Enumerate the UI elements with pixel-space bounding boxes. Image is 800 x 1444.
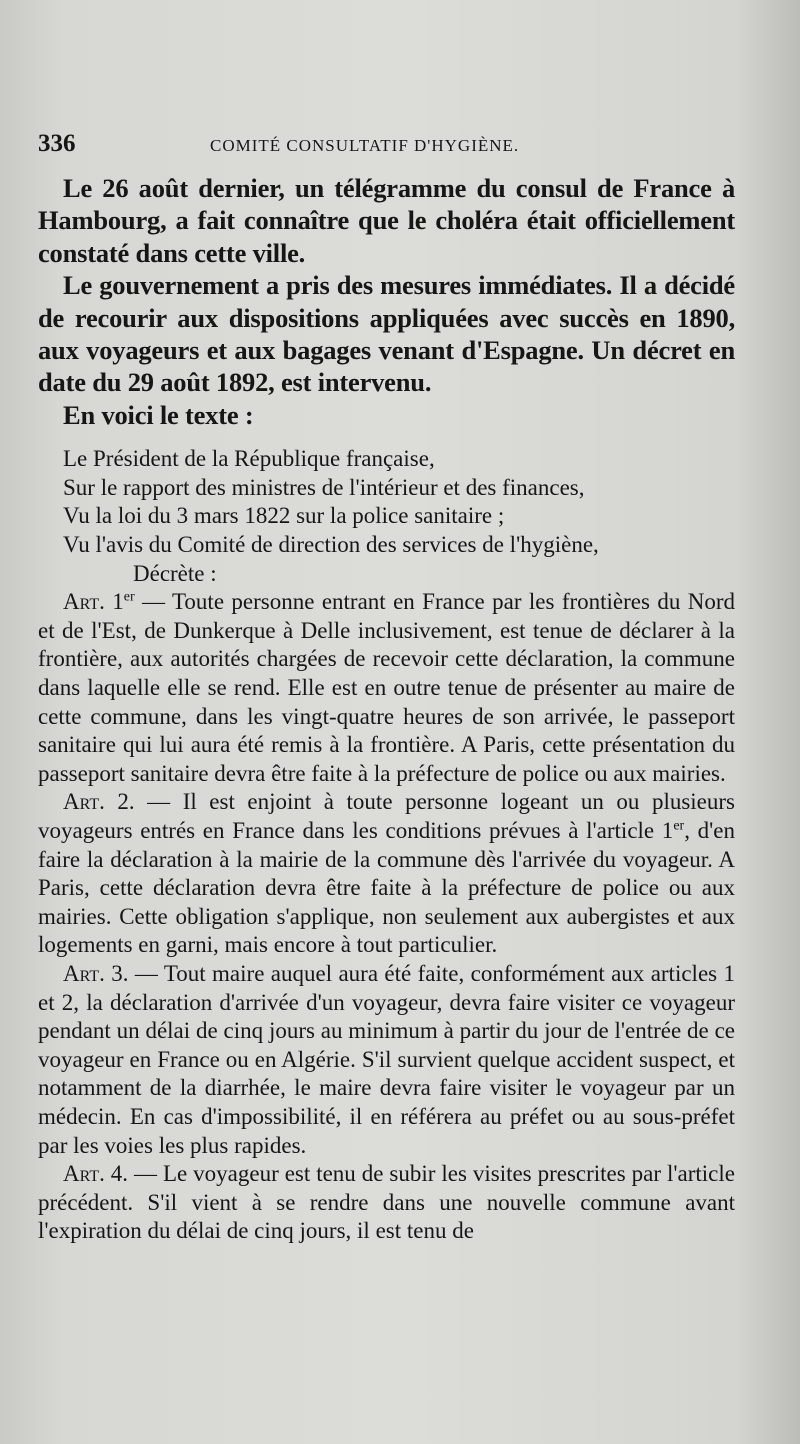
article-3-text: — Tout maire auquel aura été faite, conformément aux articles 1 et 2, la déclaration d'arrivée d'un voyageur, devra faire visiter ce voyageur pendant un délai de cinq jours au minimum à partir du jour de l'entrée de ce voyageur en France ou en Algérie. S'il survient quelque accident suspect, et notamment de la diarrhée, le maire devra faire visiter le voyageur par un médecin. En cas d'impossibilité, il en référera au préfet ou au sous-préfet par les voies les plus rapides. xyxy=(38,960,735,1158)
article-4 xyxy=(38,1160,735,1246)
article-3 xyxy=(38,960,735,1160)
article-1-text: — Toute personne entrant en France par les frontières du Nord et de l'Est, de Dunkerque à Delle inclusivement, est tenue de déclarer à la frontière, aux autorités chargées de recevoir cette déclaration, la commune dans laquelle elle se rend. Elle est en outre tenue de présenter au maire de cette commune, dans les vingt-quatre heures de son arrivée, le passeport sanitaire qui lui aura été remis à la frontière. A Paris, cette présentation du passeport sanitaire devra être faite à la préfecture de police ou aux mairies. xyxy=(38,589,735,786)
decrete-heading: Décrète : xyxy=(133,560,217,586)
page-header xyxy=(38,130,738,160)
intro-paragraph-3: En voici le texte : xyxy=(63,399,254,430)
intro-section xyxy=(38,172,735,431)
intro-paragraph-1: Le 26 août dernier, un télégramme du consul de France à Hambourg, a fait connaître que le choléra était officiellement constaté dans cette ville. xyxy=(38,173,735,268)
article-2-label: Art. 2. xyxy=(63,789,135,815)
article-4-label: Art. 4. xyxy=(63,1161,129,1187)
article-2-text-a: — Il est enjoint à toute personne logeant un ou plusieurs voyageurs entrés en France dans les conditions prévues à l'article 1 xyxy=(38,789,735,843)
body-text xyxy=(38,172,735,1246)
article-2-text-b: , d'en faire la déclaration à la mairie de la commune dès l'arrivée du voyageur. A Paris, cette déclaration devra être faite à la préfecture de police ou aux mairies. Cette obligation s'applique, non seulement aux aubergistes et aux logements en garni, mais encore à tout particulier. xyxy=(38,817,735,958)
preamble-line-1: Le Président de la République française, xyxy=(63,446,435,472)
running-head: COMITÉ CONSULTATIF D'HYGIÈNE. xyxy=(210,136,520,155)
article-1 xyxy=(38,588,735,788)
article-1-label-sup: er xyxy=(123,589,135,605)
preamble-line-4: Vu l'avis du Comité de direction des services de l'hygiène, xyxy=(63,532,599,558)
article-1-label: Art. 1 xyxy=(63,589,124,615)
article-3-label: Art. 3. xyxy=(63,960,129,986)
article-2 xyxy=(38,788,735,960)
decree-text xyxy=(38,445,735,1246)
article-4-text: — Le voyageur est tenu de subir les visites prescrites par l'article précédent. S'il vient à se rendre dans une nouvelle commune avant l'expiration du délai de cinq jours, il est tenu de xyxy=(38,1161,735,1244)
intro-paragraph-2: Le gouvernement a pris des mesures immédiates. Il a décidé de recourir aux dispositions appliquées avec succès en 1890, aux voyageurs et aux bagages venant d'Espagne. Un décret en date du 29 août 1892, est intervenu. xyxy=(38,270,735,398)
page-number: 336 xyxy=(38,130,76,157)
preamble-line-3: Vu la loi du 3 mars 1822 sur la police sanitaire ; xyxy=(63,503,505,529)
article-2-sup: er xyxy=(673,818,685,834)
preamble-line-2: Sur le rapport des ministres de l'intérieur et des finances, xyxy=(63,474,585,500)
